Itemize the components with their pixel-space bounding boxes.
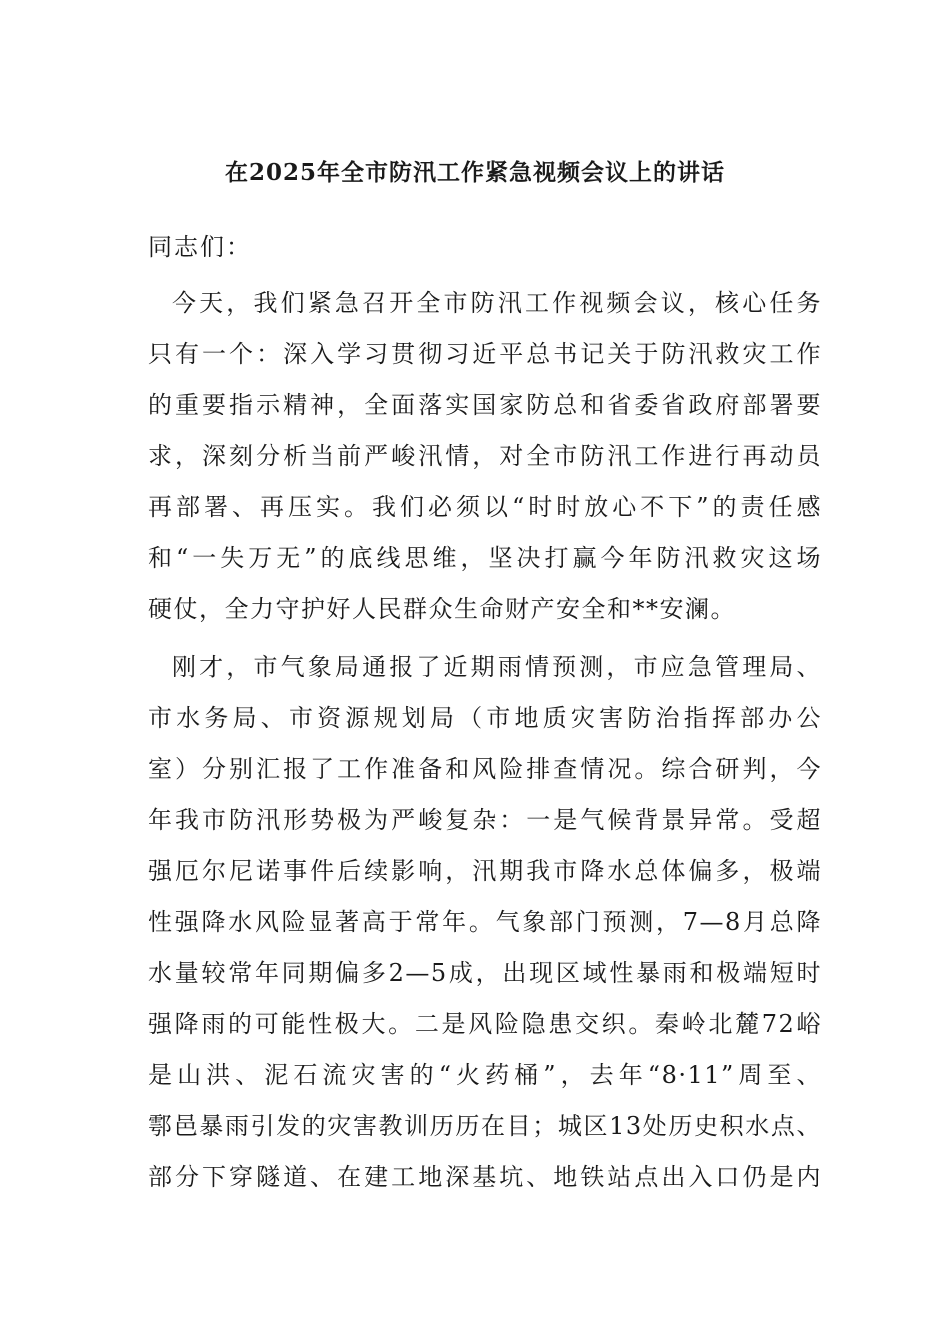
paragraph-2-line: 市水务局、市资源规划局（市地质灾害防治指挥部办公	[148, 704, 822, 732]
salutation: 同志们：	[148, 233, 252, 261]
document-body	[148, 222, 822, 1210]
paragraph-2-line: 部分下穿隧道、在建工地深基坑、地铁站点出入口仍是内	[148, 1163, 822, 1191]
paragraph-1-line: 和“一失万无”的底线思维，坚决打赢今年防汛救灾这场	[148, 544, 822, 572]
paragraph-2-line: 强厄尔尼诺事件后续影响，汛期我市降水总体偏多，极端	[148, 857, 822, 885]
paragraph-1-line: 求，深刻分析当前严峻汛情，对全市防汛工作进行再动员	[148, 442, 822, 470]
paragraph-2-line: 年我市防汛形势极为严峻复杂：一是气候背景异常。受超	[148, 806, 822, 834]
paragraph-2-line: 鄠邑暴雨引发的灾害教训历历在目；城区13处历史积水点、	[148, 1112, 822, 1140]
paragraph-2-line: 刚才，市气象局通报了近期雨情预测，市应急管理局、	[172, 653, 822, 681]
paragraph-2-line: 室）分别汇报了工作准备和风险排查情况。综合研判，今	[148, 755, 822, 783]
paragraph-2-line: 是山洪、泥石流灾害的“火药桶”，去年“8·11”周至、	[148, 1061, 822, 1089]
paragraph-1-line: 今天，我们紧急召开全市防汛工作视频会议，核心任务	[172, 289, 822, 317]
paragraph-1	[148, 278, 822, 635]
paragraph-2-line: 强降雨的可能性极大。二是风险隐患交织。秦岭北麓72峪	[148, 1010, 822, 1038]
paragraph-2-line: 水量较常年同期偏多2—5成，出现区域性暴雨和极端短时	[148, 959, 822, 987]
paragraph-1-line: 只有一个：深入学习贯彻习近平总书记关于防汛救灾工作	[148, 340, 822, 368]
paragraph-1-line: 再部署、再压实。我们必须以“时时放心不下”的责任感	[148, 493, 822, 521]
document-title: 在2025年全市防汛工作紧急视频会议上的讲话	[224, 159, 725, 186]
paragraph-1-line: 的重要指示精神，全面落实国家防总和省委省政府部署要	[148, 391, 822, 419]
paragraph-1-line: 硬仗，全力守护好人民群众生命财产安全和**安澜。	[148, 595, 736, 623]
paragraph-2	[148, 642, 822, 1203]
paragraph-2-line: 性强降水风险显著高于常年。气象部门预测，7—8月总降	[148, 908, 822, 936]
